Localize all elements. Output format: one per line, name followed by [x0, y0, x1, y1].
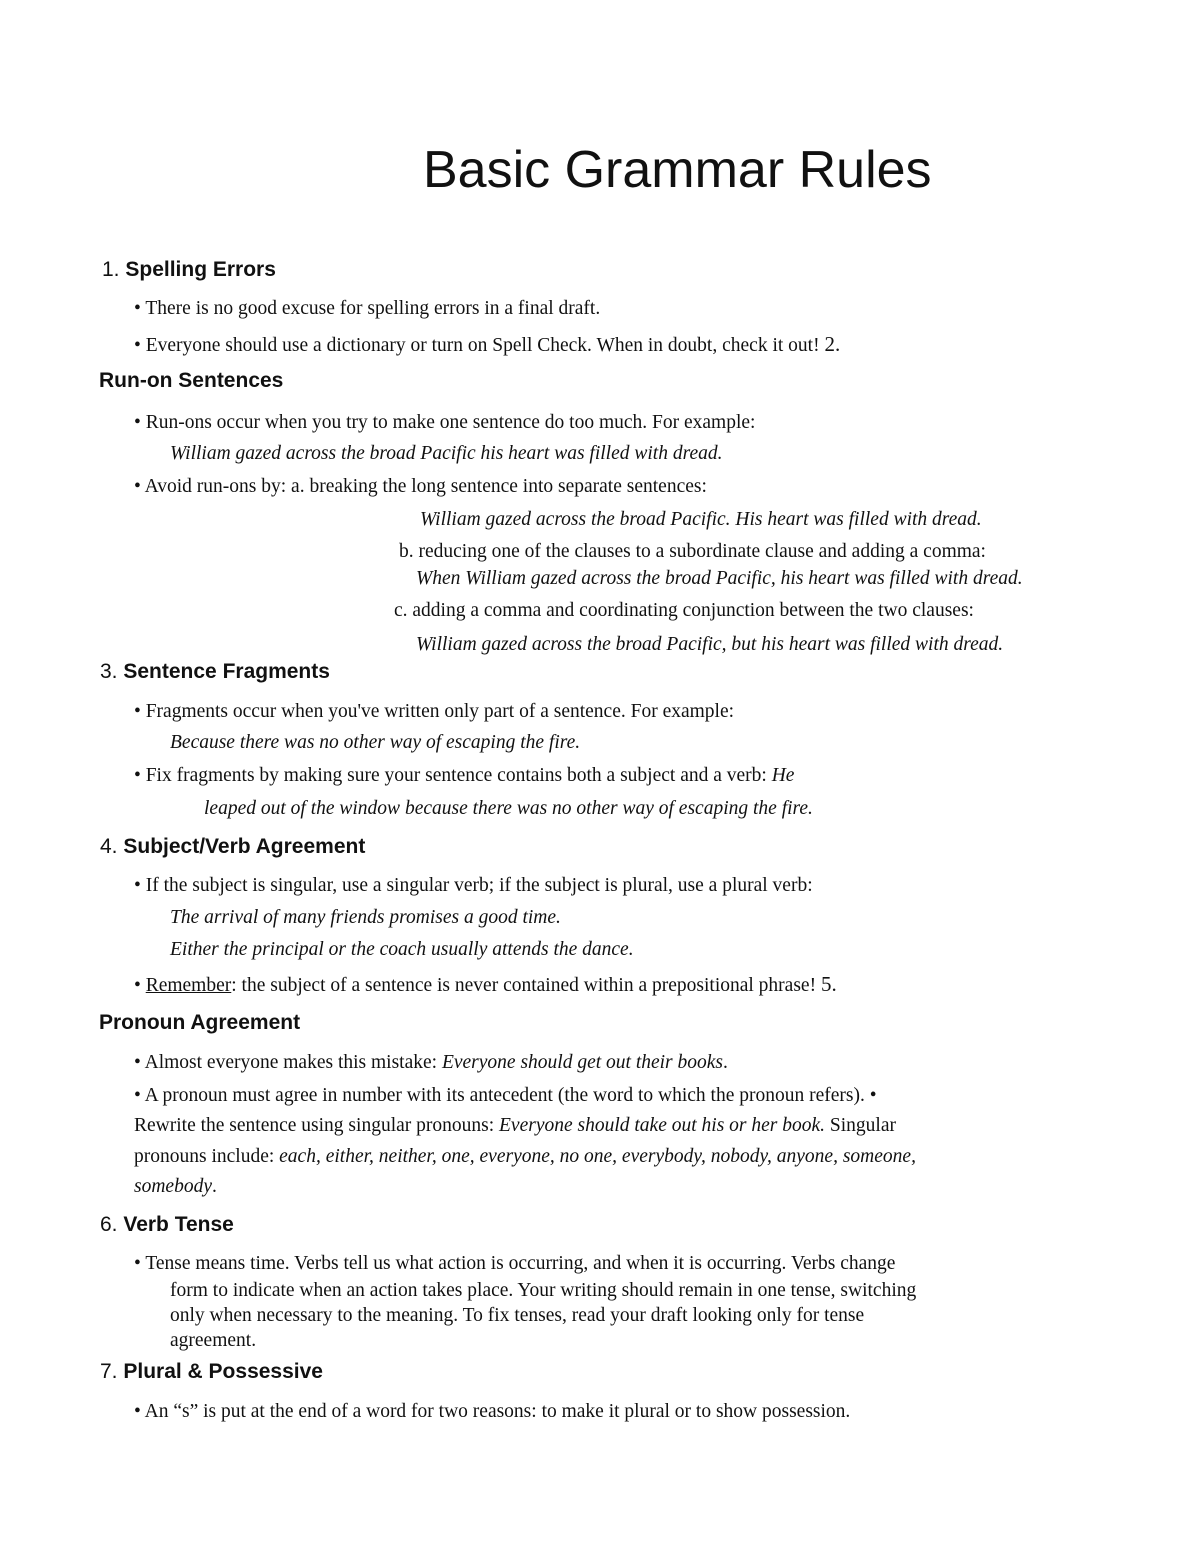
section-6-heading — [100, 1213, 234, 1237]
section-4-bullet-2-bullet: • — [134, 975, 141, 996]
section-7-title: Plural & Possessive — [123, 1360, 323, 1383]
section-2-option-c: c. adding a comma and coordinating conjunction between the two clauses: — [394, 600, 974, 621]
section-6-line-4: agreement. — [170, 1330, 257, 1351]
section-5-line-4 — [134, 1146, 916, 1168]
section-3-title: Sentence Fragments — [123, 660, 330, 683]
section-6-title: Verb Tense — [123, 1213, 234, 1236]
section-4-example-2: Either the principal or the coach usually attends the dance. — [170, 939, 634, 960]
section-5-bullet-2: • A pronoun must agree in number with its antecedent (the word to which the pronoun refers). • — [134, 1085, 877, 1106]
section-1-title: Spelling Errors — [125, 258, 276, 281]
section-5-line-5 — [134, 1176, 217, 1198]
section-1-number: 1. — [102, 258, 120, 281]
section-2-bullet-2: • Avoid run-ons by: a. breaking the long sentence into separate sentences: — [134, 476, 707, 497]
section-5-line-3-example: Everyone should take out his or her book. — [499, 1115, 826, 1136]
section-3-example-1: Because there was no other way of escaping the fire. — [170, 732, 581, 753]
section-6-line-1: • Tense means time. Verbs tell us what action is occurring, and when it is occurring. Verbs change — [134, 1253, 896, 1274]
section-2-heading — [99, 369, 283, 393]
section-6-line-3: only when necessary to the meaning. To fix tenses, read your draft looking only for tense — [170, 1305, 865, 1326]
section-5-bullet-1 — [134, 1052, 728, 1074]
section-7-heading — [100, 1360, 323, 1384]
section-5-line-4-text: pronouns include: — [134, 1146, 275, 1167]
section-5-line-3-text: Rewrite the sentence using singular pronouns: — [134, 1115, 495, 1136]
section-1-bullet-2-text: • Everyone should use a dictionary or turn on Spell Check. When in doubt, check it out! — [134, 335, 820, 356]
section-1-bullet-1: • There is no good excuse for spelling errors in a final draft. — [134, 298, 601, 319]
section-4-example-1: The arrival of many friends promises a good time. — [170, 907, 561, 928]
section-4-bullet-2 — [134, 972, 837, 997]
section-3-bullet-2 — [134, 765, 794, 787]
section-6-number: 6. — [100, 1213, 118, 1236]
section-5-heading — [99, 1011, 300, 1035]
section-5-bullet-1-end: . — [723, 1052, 728, 1073]
section-4-heading — [100, 835, 365, 859]
section-5-line-3 — [134, 1115, 896, 1137]
section-2-number: 2. — [824, 332, 841, 356]
section-3-example-2: leaped out of the window because there was no other way of escaping the fire. — [204, 798, 813, 819]
section-5-line-4-example: each, either, neither, one, everyone, no one, everybody, nobody, anyone, someone, — [279, 1146, 916, 1167]
section-4-number: 4. — [100, 835, 118, 858]
section-3-heading — [100, 660, 330, 684]
section-4-title: Subject/Verb Agreement — [123, 835, 366, 858]
section-1-bullet-2 — [134, 332, 840, 357]
section-2-bullet-1: • Run-ons occur when you try to make one sentence do too much. For example: — [134, 412, 756, 433]
section-5-line-5-end: . — [211, 1176, 217, 1197]
page-title: Basic Grammar Rules — [423, 141, 932, 199]
section-2-example-a: William gazed across the broad Pacific. His heart was filled with dread. — [420, 509, 982, 530]
section-4-bullet-2-text: : the subject of a sentence is never contained within a prepositional phrase! — [231, 975, 817, 996]
section-5-title: Pronoun Agreement — [99, 1011, 301, 1034]
section-4-bullet-1: • If the subject is singular, use a singular verb; if the subject is plural, use a plural verb: — [134, 875, 813, 896]
section-7-bullet-1: • An “s” is put at the end of a word for two reasons: to make it plural or to show possession. — [134, 1401, 851, 1422]
section-5-line-5-example: somebody — [134, 1176, 212, 1197]
section-2-example-c: William gazed across the broad Pacific, but his heart was filled with dread. — [416, 634, 1004, 655]
section-6-line-2: form to indicate when an action takes place. Your writing should remain in one tense, switching — [170, 1280, 917, 1301]
section-5-bullet-1-example: Everyone should get out their books — [441, 1052, 724, 1073]
section-3-bullet-2-text: • Fix fragments by making sure your sentence contains both a subject and a verb: — [134, 765, 767, 786]
section-2-title: Run-on Sentences — [99, 369, 284, 392]
section-1-heading — [102, 258, 276, 282]
section-2-example-1: William gazed across the broad Pacific his heart was filled with dread. — [170, 443, 723, 464]
section-2-option-b: b. reducing one of the clauses to a subordinate clause and adding a comma: — [399, 541, 986, 562]
remember-label: Remember — [145, 975, 232, 996]
section-5-number: 5. — [820, 972, 837, 996]
section-2-example-b: When William gazed across the broad Pacific, his heart was filled with dread. — [416, 568, 1023, 589]
section-3-number: 3. — [100, 660, 118, 683]
section-5-bullet-1-text: • Almost everyone makes this mistake: — [134, 1052, 438, 1073]
section-3-bullet-1: • Fragments occur when you've written only part of a sentence. For example: — [134, 701, 735, 722]
section-5-line-3-end: Singular — [829, 1115, 896, 1136]
section-3-example-2-start: He — [771, 765, 795, 786]
section-7-number: 7. — [100, 1360, 118, 1383]
